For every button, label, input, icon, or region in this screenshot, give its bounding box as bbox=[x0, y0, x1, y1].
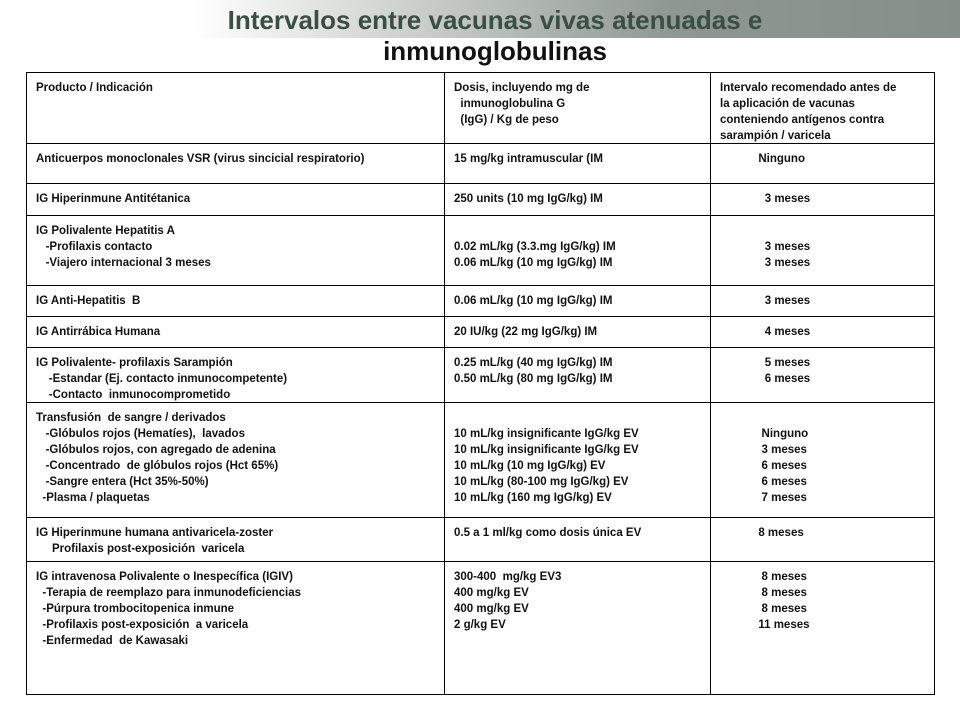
cell-product bbox=[27, 216, 444, 286]
header-cell-0 bbox=[27, 73, 444, 144]
cell-dose bbox=[445, 518, 710, 562]
cell-line: 10 mL/kg (160 mg IgG/kg) EV bbox=[454, 492, 612, 504]
cell-line: 3 meses bbox=[720, 193, 811, 205]
header-cell-1 bbox=[445, 73, 710, 144]
cell-line: 8 meses bbox=[720, 603, 807, 615]
cell-line bbox=[454, 223, 702, 239]
cell-line: -Glóbulos rojos (Hematíes), lavados bbox=[36, 428, 245, 440]
table-row bbox=[27, 216, 934, 286]
cell-line: 0.06 mL/kg (10 mg IgG/kg) IM bbox=[454, 257, 613, 269]
cell-line: 11 meses bbox=[720, 619, 810, 631]
cell-line bbox=[720, 223, 928, 239]
cell-line: Anticuerpos monoclonales VSR (virus sincicial respiratorio) bbox=[36, 153, 365, 165]
cell-interval bbox=[711, 144, 936, 184]
table-row bbox=[27, 518, 934, 562]
cell-line: 400 mg/kg EV bbox=[454, 603, 529, 615]
cell-line: 3 meses bbox=[720, 444, 807, 456]
cell-interval bbox=[711, 518, 936, 562]
cell-line: 4 meses bbox=[720, 326, 811, 338]
cell-line: -Viajero internacional 3 meses bbox=[36, 257, 211, 269]
cell-line: inmunoglobulina G bbox=[454, 98, 566, 110]
cell-line: 10 mL/kg insignificante IgG/kg EV bbox=[454, 444, 639, 456]
cell-line: Transfusión de sangre / derivados bbox=[36, 412, 226, 424]
cell-product bbox=[27, 286, 444, 317]
cell-product bbox=[27, 348, 444, 403]
cell-interval bbox=[711, 403, 936, 518]
cell-line: 10 mL/kg (10 mg IgG/kg) EV bbox=[454, 460, 606, 472]
cell-line: 3 meses bbox=[720, 241, 811, 253]
cell-line: IG intravenosa Polivalente o Inespecífica (IGIV) bbox=[36, 571, 293, 583]
table-row bbox=[27, 348, 934, 403]
cell-line: 8 meses bbox=[720, 571, 807, 583]
cell-line: -Concentrado de glóbulos rojos (Hct 65%) bbox=[36, 460, 279, 472]
cell-line: 20 IU/kg (22 mg IgG/kg) IM bbox=[454, 326, 598, 338]
cell-line: Ninguno bbox=[720, 153, 805, 165]
cell-line: Dosis, incluyendo mg de bbox=[454, 82, 590, 94]
cell-interval bbox=[711, 562, 936, 694]
cell-line: -Sangre entera (Hct 35%-50%) bbox=[36, 476, 209, 488]
cell-line: IG Anti-Hepatitis B bbox=[36, 295, 141, 307]
cell-line: IG Polivalente- profilaxis Sarampión bbox=[36, 357, 233, 369]
cell-line: 6 meses bbox=[720, 373, 811, 385]
cell-line: 400 mg/kg EV bbox=[454, 587, 529, 599]
cell-dose bbox=[445, 348, 710, 403]
cell-line: 300-400 mg/kg EV3 bbox=[454, 571, 562, 583]
cell-line: -Profilaxis contacto bbox=[36, 241, 153, 253]
cell-line: 2 g/kg EV bbox=[454, 619, 506, 631]
cell-interval bbox=[711, 286, 936, 317]
cell-dose bbox=[445, 403, 710, 518]
cell-line: -Profilaxis post-exposición a varicela bbox=[36, 619, 249, 631]
page-title-line2: inmunoglobulinas bbox=[383, 36, 607, 66]
cell-line: -Enfermedad de Kawasaki bbox=[36, 635, 189, 647]
cell-dose bbox=[445, 144, 710, 184]
cell-line: (IgG) / Kg de peso bbox=[454, 114, 559, 126]
cell-line: 3 meses bbox=[720, 295, 811, 307]
intervals-table bbox=[26, 72, 935, 695]
cell-line: 10 mL/kg (80-100 mg IgG/kg) EV bbox=[454, 476, 629, 488]
cell-line: IG Hiperinmune humana antivaricela-zoster bbox=[36, 527, 274, 539]
cell-product bbox=[27, 518, 444, 562]
header-cell-2 bbox=[711, 73, 936, 144]
cell-line: -Plasma / plaquetas bbox=[36, 492, 150, 504]
cell-dose bbox=[445, 286, 710, 317]
cell-line: IG Polivalente Hepatitis A bbox=[36, 225, 175, 237]
cell-line: -Estandar (Ej. contacto inmunocompetente) bbox=[36, 373, 288, 385]
table-row bbox=[27, 286, 934, 317]
cell-line: 10 mL/kg insignificante IgG/kg EV bbox=[454, 428, 639, 440]
table-row bbox=[27, 562, 934, 694]
cell-line: 6 meses bbox=[720, 476, 807, 488]
cell-line: 15 mg/kg intramuscular (IM bbox=[454, 153, 603, 165]
cell-line: conteniendo antígenos contra bbox=[720, 114, 885, 126]
cell-dose bbox=[445, 216, 710, 286]
cell-line: 5 meses bbox=[720, 357, 811, 369]
cell-interval bbox=[711, 184, 936, 216]
page-title bbox=[0, 5, 960, 67]
cell-product bbox=[27, 562, 444, 694]
cell-line: -Púrpura trombocitopenica inmune bbox=[36, 603, 235, 615]
table-header-row bbox=[27, 73, 934, 144]
cell-line bbox=[720, 410, 928, 426]
cell-line: IG Antirrábica Humana bbox=[36, 326, 161, 338]
cell-line: 7 meses bbox=[720, 492, 807, 504]
cell-line: -Terapia de reemplazo para inmunodeficiencias bbox=[36, 587, 302, 599]
column-divider bbox=[444, 73, 445, 694]
cell-line: 6 meses bbox=[720, 460, 807, 472]
cell-dose bbox=[445, 184, 710, 216]
table-row bbox=[27, 184, 934, 216]
cell-interval bbox=[711, 216, 936, 286]
cell-product bbox=[27, 184, 444, 216]
column-divider bbox=[710, 73, 711, 694]
page-title-line1: Intervalos entre vacunas vivas atenuadas e bbox=[227, 5, 763, 35]
cell-product bbox=[27, 144, 444, 184]
cell-line: 0.50 mL/kg (80 mg IgG/kg) IM bbox=[454, 373, 613, 385]
cell-line: 250 units (10 mg IgG/kg) IM bbox=[454, 193, 603, 205]
cell-line: IG Hiperinmune Antitétanica bbox=[36, 193, 191, 205]
cell-product bbox=[27, 403, 444, 518]
cell-dose bbox=[445, 562, 710, 694]
cell-line: 0.25 mL/kg (40 mg IgG/kg) IM bbox=[454, 357, 613, 369]
cell-line: 0.06 mL/kg (10 mg IgG/kg) IM bbox=[454, 295, 613, 307]
cell-product bbox=[27, 317, 444, 348]
cell-line: -Glóbulos rojos, con agregado de adenina bbox=[36, 444, 276, 456]
cell-line bbox=[454, 410, 702, 426]
cell-dose bbox=[445, 317, 710, 348]
cell-line: Profilaxis post-exposición varicela bbox=[36, 543, 245, 555]
cell-interval bbox=[711, 348, 936, 403]
cell-line: 0.5 a 1 ml/kg como dosis única EV bbox=[454, 527, 642, 539]
cell-line: 8 meses bbox=[720, 527, 804, 539]
cell-line: la aplicación de vacunas bbox=[720, 98, 855, 110]
cell-line: 3 meses bbox=[720, 257, 811, 269]
cell-line: 0.02 mL/kg (3.3.mg IgG/kg) IM bbox=[454, 241, 616, 253]
cell-interval bbox=[711, 317, 936, 348]
table-row bbox=[27, 317, 934, 348]
cell-line: Producto / Indicación bbox=[36, 82, 153, 94]
table-row bbox=[27, 403, 934, 518]
cell-line: 8 meses bbox=[720, 587, 807, 599]
cell-line: Ninguno bbox=[720, 428, 809, 440]
cell-line: Intervalo recomendado antes de bbox=[720, 82, 897, 94]
cell-line: sarampión / varicela bbox=[720, 130, 831, 142]
cell-line: -Contacto inmunocomprometido bbox=[36, 389, 231, 401]
table-row bbox=[27, 144, 934, 184]
